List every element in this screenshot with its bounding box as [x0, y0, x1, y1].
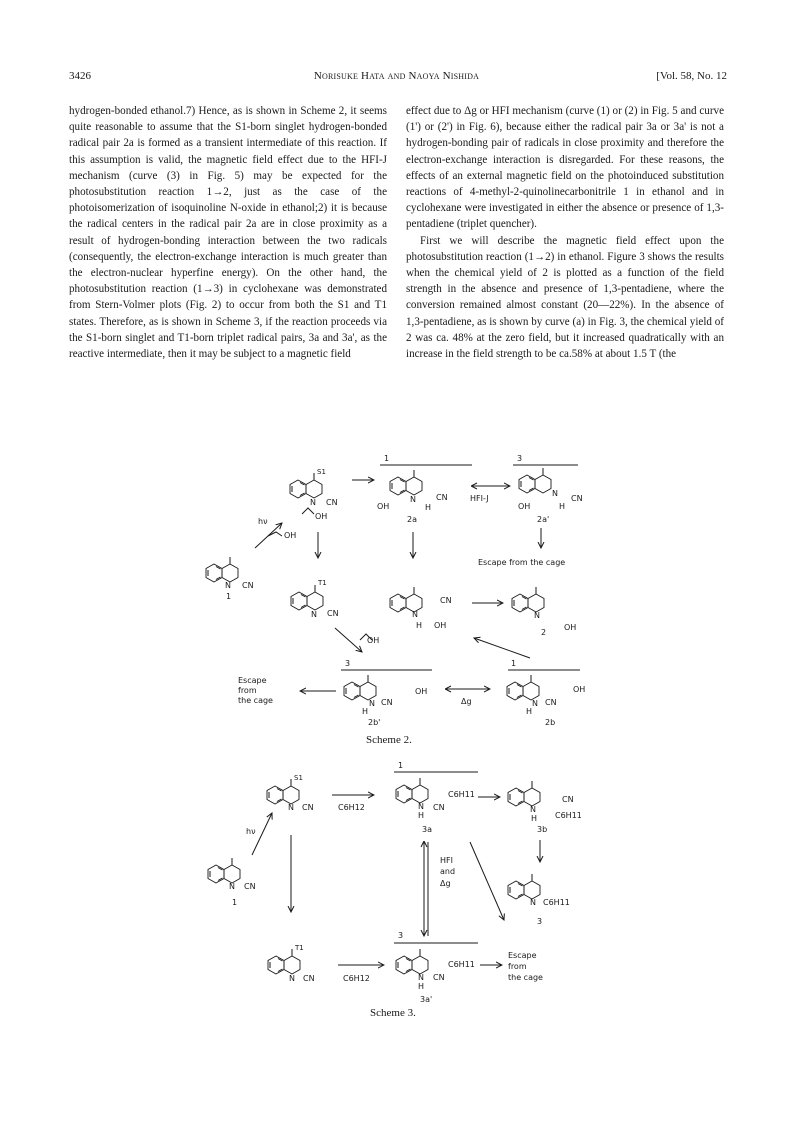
svg-text:N: N — [229, 882, 235, 891]
scheme-2 — [206, 454, 585, 746]
svg-text:1: 1 — [232, 898, 238, 907]
svg-text:N: N — [369, 699, 375, 708]
svg-text:1: 1 — [384, 454, 390, 463]
svg-text:OH: OH — [284, 531, 297, 540]
svg-text:3: 3 — [517, 454, 523, 463]
svg-text:N: N — [410, 495, 416, 504]
structure-3 — [508, 874, 570, 926]
svg-text:C6H11: C6H11 — [543, 898, 570, 907]
svg-text:S1: S1 — [317, 468, 326, 476]
svg-text:OH: OH — [518, 502, 531, 511]
svg-text:C6H12: C6H12 — [338, 803, 365, 812]
scheme-3 — [208, 761, 582, 1019]
svg-text:3: 3 — [398, 931, 404, 940]
svg-text:CN: CN — [436, 493, 448, 502]
svg-text:N: N — [418, 973, 424, 982]
scheme-3-caption: Scheme 3. — [370, 1007, 416, 1019]
svg-text:1: 1 — [511, 659, 517, 668]
svg-text:N: N — [534, 611, 540, 620]
ethanol-fragment — [302, 508, 314, 514]
structure-3a-prime — [396, 949, 475, 1004]
escape-label: Escape from the cage — [478, 558, 566, 567]
svg-text:CN: CN — [327, 609, 339, 618]
svg-text:N: N — [288, 803, 294, 812]
svg-text:2a: 2a — [407, 515, 417, 524]
svg-text:and: and — [440, 867, 456, 876]
svg-text:3: 3 — [345, 659, 351, 668]
scheme-2-caption: Scheme 2. — [366, 734, 412, 746]
svg-text:CN: CN — [242, 581, 254, 590]
svg-text:S1: S1 — [294, 774, 303, 782]
running-head-authors: Norisuke Hata and Naoya Nishida — [313, 70, 480, 82]
svg-text:CN: CN — [433, 973, 445, 982]
page-number: 3426 — [69, 70, 91, 82]
svg-text:from: from — [508, 962, 527, 971]
svg-text:CN: CN — [545, 698, 557, 707]
running-head-volume: [Vol. 58, No. 12 — [656, 70, 727, 82]
svg-text:H: H — [531, 814, 538, 823]
structure-3b — [508, 781, 582, 834]
svg-text:CN: CN — [433, 803, 445, 812]
svg-text:C6H11: C6H11 — [448, 960, 475, 969]
structure-2 — [512, 587, 576, 637]
svg-text:CN: CN — [562, 795, 574, 804]
svg-text:hν: hν — [258, 517, 268, 526]
paragraph: effect due to Δg or HFI mechanism (curve (1) or (2) in Fig. 5 and curve (1') or (2') in Fig. 6), because either the radical pair 3a or 3a' is not a hydrogen-bonding pair of radicals in close proximity and therefore the electron-exchange interaction is disregarded. For these reasons, the effects of an external magnetic field on the photoinduced substitution reactions of 4-methyl-2-quinolinecarbonitrile 1 in ethanol and in cyclohexane were investigated in either the absence or presence of 1,3-pentadiene (triplet quencher). — [406, 105, 724, 231]
svg-text:N: N — [225, 581, 231, 590]
structure-1-t1 — [291, 579, 339, 619]
structure-1-s1 — [267, 774, 314, 812]
svg-text:OH: OH — [377, 502, 390, 511]
svg-text:N: N — [311, 610, 317, 619]
svg-text:C6H11: C6H11 — [555, 811, 582, 820]
svg-text:HFI: HFI — [440, 856, 453, 865]
svg-text:H: H — [418, 982, 425, 991]
svg-text:C6H11: C6H11 — [448, 790, 475, 799]
structure-2b — [507, 675, 585, 727]
svg-text:N: N — [530, 805, 536, 814]
svg-text:3a: 3a — [422, 825, 432, 834]
svg-text:3: 3 — [537, 917, 543, 926]
structure-2a — [377, 470, 448, 524]
structure-3a — [396, 778, 475, 834]
svg-text:H: H — [559, 502, 566, 511]
svg-text:N: N — [412, 610, 418, 619]
svg-text:CN: CN — [440, 596, 452, 605]
svg-text:N: N — [532, 699, 538, 708]
structure-2b-prime — [344, 675, 427, 727]
svg-text:the cage: the cage — [238, 696, 273, 705]
svg-text:N: N — [289, 974, 295, 983]
svg-text:H: H — [425, 503, 432, 512]
svg-text:CN: CN — [571, 494, 583, 503]
svg-text:Δg: Δg — [461, 697, 472, 706]
svg-text:CN: CN — [326, 498, 338, 507]
svg-text:HFI-J: HFI-J — [470, 494, 489, 503]
svg-text:OH: OH — [434, 621, 447, 630]
svg-text:CN: CN — [244, 882, 256, 891]
svg-text:CN: CN — [303, 974, 315, 983]
svg-text:2: 2 — [541, 628, 547, 637]
svg-text:T1: T1 — [318, 579, 327, 587]
svg-text:CN: CN — [381, 698, 393, 707]
svg-text:N: N — [552, 489, 558, 498]
svg-text:Escape: Escape — [508, 951, 537, 960]
svg-text:OH: OH — [573, 685, 586, 694]
svg-text:2b': 2b' — [368, 718, 381, 727]
svg-text:CN: CN — [302, 803, 314, 812]
svg-text:C6H12: C6H12 — [343, 974, 370, 983]
svg-text:N: N — [310, 498, 316, 507]
paragraph: First we will describe the magnetic field effect upon the photosubstitution reaction (1→2) in ethanol. Figure 3 shows the results when the chemical yield of 2 is plotted as a function of the field strength in the absence and presence of 1,3-pentadiene, where the conversion remained almost constant (20—22%). In the absence of 1,3-pentadiene, as is shown by curve (a) in Fig. 3, the chemical yield of 2 was ca. 48% at the zero field, but it increased quadratically with an increase in the field strength to be ca.58% at about 1.5 T (the — [406, 234, 724, 361]
svg-text:3a': 3a' — [420, 995, 433, 1004]
svg-text:the cage: the cage — [508, 973, 543, 982]
svg-text:OH: OH — [415, 687, 428, 696]
svg-text:2b: 2b — [545, 718, 556, 727]
svg-text:T1: T1 — [295, 944, 304, 952]
dihydro-intermediate — [390, 587, 452, 630]
structure-1-t1 — [268, 944, 315, 983]
svg-text:1: 1 — [398, 761, 404, 770]
svg-text:1: 1 — [226, 592, 232, 601]
svg-text:N: N — [418, 802, 424, 811]
svg-text:OH: OH — [315, 512, 328, 521]
svg-text:hν: hν — [246, 827, 256, 836]
svg-text:H: H — [416, 621, 423, 630]
svg-text:H: H — [418, 811, 425, 820]
svg-text:2a': 2a' — [537, 515, 550, 524]
svg-text:Δg: Δg — [440, 879, 451, 888]
structure-2a-prime — [518, 468, 583, 524]
svg-text:OH: OH — [367, 636, 380, 645]
structure-1 — [206, 557, 254, 601]
svg-text:N: N — [530, 898, 536, 907]
paragraph: hydrogen-bonded ethanol.7) Hence, as is shown in Scheme 2, it seems quite reasonable to assume that the S1-born singlet hydrogen-bonded radical pair 2a is formed as a transient intermediate of this reaction. If this assumption is valid, the magnetic field effect due to the HFI-J mechanism (curve (3) in Fig. 5) may be expected for the photosubstitution reaction 1→2, just as the case of the photoisomerization of isoquinoline N-oxide in ethanol;2) it is because the radical centers in the radical pair 2a are in close proximity as a result of hydrogen-bonding interaction between the two radicals (consequently, the electron-exchange interaction is much greater than the electron-nuclear hyperfine energy). On the other hand, the photosubstitution reaction (1→3) in cyclohexane was demonstrated from Stern-Volmer plots (Fig. 2) to occur from both the S1 and T1 states. Therefore, as is shown in Scheme 3, if the reaction proceeds via the S1-born singlet and T1-born triplet radical pairs, 3a and 3a', as the reactive intermediate, then it may be subject to a magnetic field — [69, 105, 387, 361]
svg-text:from: from — [238, 686, 257, 695]
svg-text:H: H — [362, 707, 369, 716]
svg-text:3b: 3b — [537, 825, 548, 834]
structure-1 — [208, 858, 256, 907]
structure-1-s1 — [290, 468, 338, 507]
svg-text:H: H — [526, 707, 533, 716]
svg-text:OH: OH — [564, 623, 577, 632]
svg-text:Escape: Escape — [238, 676, 267, 685]
